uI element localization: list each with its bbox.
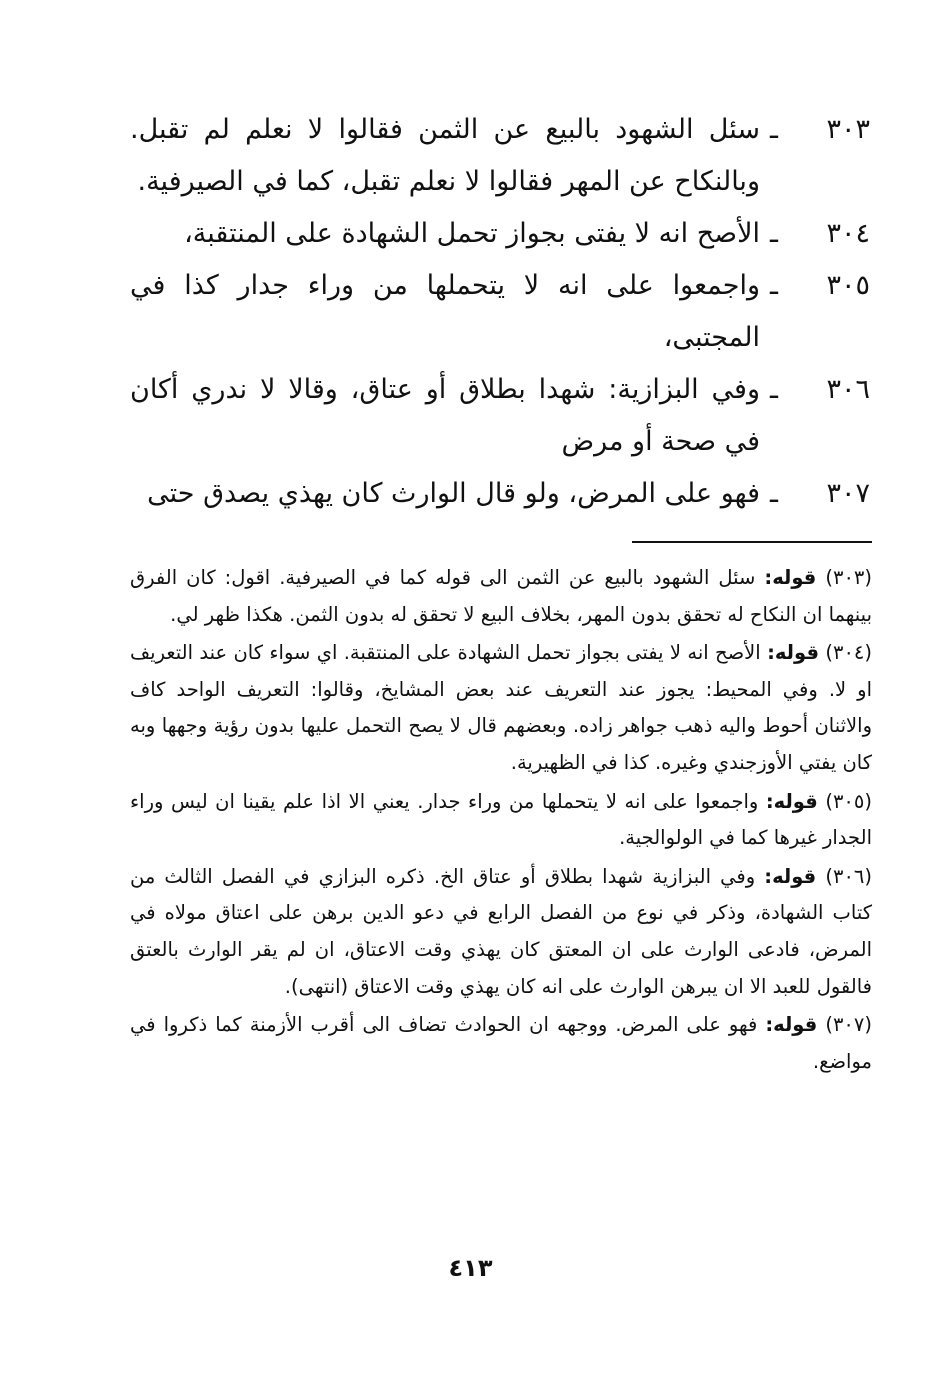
- footnote-text: سئل الشهود بالبيع عن الثمن الى قوله كما في الصيرفية. اقول: كان الفرق بينهما ان النكاح له تحقق بدون المهر، بخلاف البيع لا تحقق له بدون الثمن. هكذا ظهر لي.: [130, 566, 872, 626]
- entry-dash: ـ: [770, 374, 778, 405]
- footnote-label: قوله:: [764, 864, 817, 888]
- entry-303: [130, 104, 870, 208]
- footnote-text: واجمعوا على انه لا يتحملها من وراء جدار. يعني الا اذا علم يقينا ان ليس وراء الجدار غيرها كما في الولوالجية.: [130, 789, 872, 850]
- entry-text: وفي البزازية: شهدا بطلاق أو عتاق، وقالا لا ندري أكان في صحة أو مرض: [130, 374, 760, 457]
- footnote-text: وفي البزازية شهدا بطلاق أو عتاق الخ. ذكره البزازي في الفصل الثالث من كتاب الشهادة، وذكر في نوع من الفصل الرابع في دعو الدين برهن على اعتاق مولاه في المرض، فادعى الوارث على ان المعتق كان يهذي وقت الاعتاق، ان لم يقر الوارث بالعتق فالقول للعبد الا ان يبرهن الوارث على انه كان يهذي وقت الاعتاق (انتهى).: [130, 864, 872, 998]
- entry-305: [130, 260, 870, 364]
- footnote-label: قوله:: [764, 566, 817, 589]
- footnote-307: [130, 1007, 872, 1080]
- entry-text: سئل الشهود بالبيع عن الثمن فقالوا لا نعلم لم تقبل. وبالنكاح عن المهر فقالوا لا نعلم تقبل، كما في الصيرفية.: [130, 114, 760, 197]
- entry-number: ٣٠٥: [826, 270, 870, 301]
- footnote-label: قوله:: [765, 789, 818, 813]
- footnote-ref: (٣٠٥): [825, 789, 872, 813]
- main-text: [130, 104, 870, 520]
- entry-number: ٣٠٣: [826, 114, 870, 145]
- footnote-306: [130, 859, 872, 1005]
- footnote-label: قوله:: [767, 641, 820, 665]
- entry-number: ٣٠٧: [826, 478, 870, 509]
- entry-text: فهو على المرض، ولو قال الوارث كان يهذي يصدق حتى: [147, 478, 760, 509]
- footnote-text: الأصح انه لا يفتى بجواز تحمل الشهادة على المنتقبة. اي سواء كان عند التعريف او لا. وفي المحيط: يجوز عند التعريف عند بعض المشايخ، وقالوا: التعريف الواحد كاف والاثنان أحوط واليه ذهب جواهر زاده. وبعضهم قال لا يصح التحمل عليها بدون رؤية وجهها وبه كان يفتي الأوزجندي وغيره. كذا في الظهيرية.: [130, 641, 872, 774]
- entry-307: [130, 468, 870, 520]
- footnote-ref: (٣٠٤): [825, 641, 872, 665]
- entry-dash: ـ: [770, 114, 778, 145]
- entry-dash: ـ: [770, 270, 778, 301]
- entry-dash: ـ: [770, 218, 778, 249]
- footnotes: [130, 560, 872, 1082]
- footnote-text: فهو على المرض. ووجهه ان الحوادث تضاف الى أقرب الأزمنة كما ذكروا في مواضع.: [130, 1013, 872, 1073]
- page-number: ٤١٣: [448, 1254, 493, 1282]
- footnote-label: قوله:: [765, 1013, 818, 1037]
- footnote-304: [130, 635, 872, 781]
- footnote-305: [130, 784, 872, 857]
- entry-number: ٣٠٤: [826, 218, 870, 249]
- footnote-ref: (٣٠٣): [825, 566, 872, 589]
- entry-number: ٣٠٦: [826, 374, 870, 405]
- entry-text: واجمعوا على انه لا يتحملها من وراء جدار كذا في المجتبى،: [130, 270, 760, 353]
- footnote-ref: (٣٠٦): [825, 864, 872, 888]
- footnote-separator: [632, 541, 872, 543]
- footnote-ref: (٣٠٧): [825, 1013, 872, 1037]
- entry-304: [130, 208, 870, 260]
- footnote-303: [130, 560, 872, 633]
- entry-text: الأصح انه لا يفتى بجواز تحمل الشهادة على المنتقبة،: [184, 218, 760, 249]
- entry-306: [130, 364, 870, 468]
- entry-dash: ـ: [770, 478, 778, 509]
